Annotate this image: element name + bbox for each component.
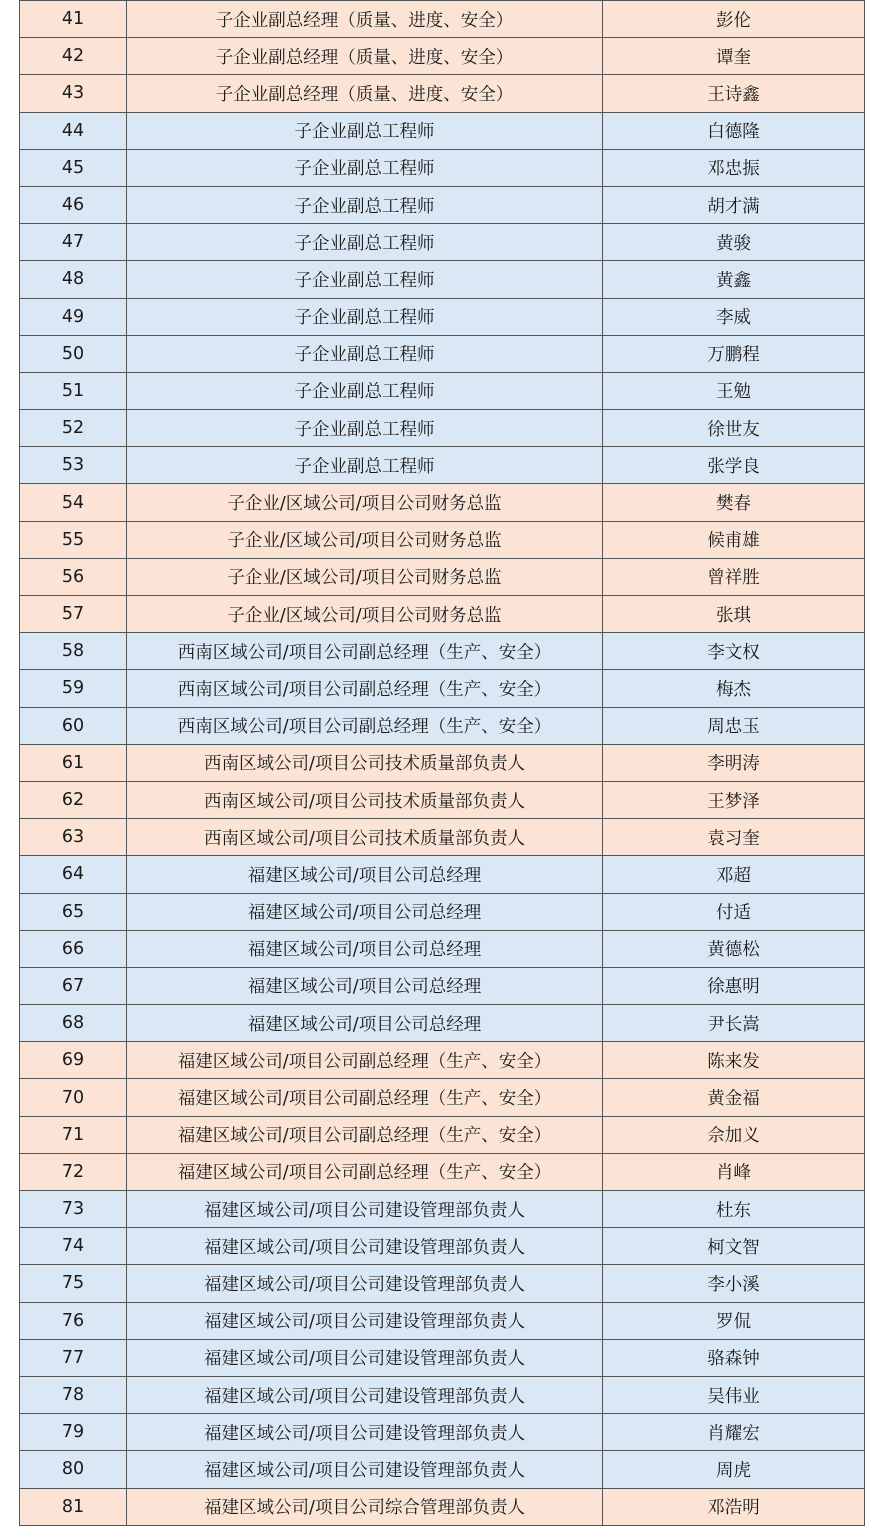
person-name-cell: 骆森钟 xyxy=(603,1339,865,1376)
table-row xyxy=(20,1414,865,1451)
person-name-cell: 王勉 xyxy=(603,372,865,409)
row-number-cell: 57 xyxy=(20,596,127,633)
table-row xyxy=(20,1302,865,1339)
person-name-cell: 李小溪 xyxy=(603,1265,865,1302)
person-name-cell: 王梦泽 xyxy=(603,781,865,818)
position-cell: 子企业副总工程师 xyxy=(127,261,603,298)
table-row xyxy=(20,596,865,633)
position-cell: 西南区域公司/项目公司技术质量部负责人 xyxy=(127,819,603,856)
position-cell: 子企业副总经理（质量、进度、安全） xyxy=(127,1,603,38)
row-number-cell: 77 xyxy=(20,1339,127,1376)
position-cell: 西南区域公司/项目公司副总经理（生产、安全） xyxy=(127,633,603,670)
table-row xyxy=(20,112,865,149)
position-cell: 子企业/区域公司/项目公司财务总监 xyxy=(127,558,603,595)
table-row xyxy=(20,75,865,112)
person-name-cell: 袁习奎 xyxy=(603,819,865,856)
table-row xyxy=(20,1116,865,1153)
row-number-cell: 74 xyxy=(20,1228,127,1265)
personnel-table xyxy=(19,0,865,1526)
position-cell: 福建区域公司/项目公司建设管理部负责人 xyxy=(127,1376,603,1413)
position-cell: 福建区域公司/项目公司总经理 xyxy=(127,893,603,930)
table-row xyxy=(20,670,865,707)
table-row xyxy=(20,1488,865,1525)
person-name-cell: 黄鑫 xyxy=(603,261,865,298)
person-name-cell: 邓超 xyxy=(603,856,865,893)
row-number-cell: 68 xyxy=(20,1005,127,1042)
person-name-cell: 候甫雄 xyxy=(603,521,865,558)
position-cell: 福建区域公司/项目公司副总经理（生产、安全） xyxy=(127,1116,603,1153)
row-number-cell: 54 xyxy=(20,484,127,521)
person-name-cell: 邓忠振 xyxy=(603,149,865,186)
table-row xyxy=(20,149,865,186)
person-name-cell: 胡才满 xyxy=(603,186,865,223)
row-number-cell: 64 xyxy=(20,856,127,893)
position-cell: 福建区域公司/项目公司总经理 xyxy=(127,930,603,967)
position-cell: 子企业副总工程师 xyxy=(127,447,603,484)
position-cell: 子企业副总工程师 xyxy=(127,298,603,335)
position-cell: 子企业/区域公司/项目公司财务总监 xyxy=(127,484,603,521)
position-cell: 子企业副总工程师 xyxy=(127,149,603,186)
table-row xyxy=(20,38,865,75)
table-row xyxy=(20,521,865,558)
row-number-cell: 58 xyxy=(20,633,127,670)
position-cell: 福建区域公司/项目公司建设管理部负责人 xyxy=(127,1339,603,1376)
table-row xyxy=(20,298,865,335)
person-name-cell: 曾祥胜 xyxy=(603,558,865,595)
position-cell: 子企业副总工程师 xyxy=(127,186,603,223)
position-cell: 福建区域公司/项目公司副总经理（生产、安全） xyxy=(127,1153,603,1190)
position-cell: 西南区域公司/项目公司副总经理（生产、安全） xyxy=(127,670,603,707)
table-row xyxy=(20,1191,865,1228)
row-number-cell: 53 xyxy=(20,447,127,484)
person-name-cell: 李明涛 xyxy=(603,744,865,781)
row-number-cell: 47 xyxy=(20,224,127,261)
position-cell: 福建区域公司/项目公司副总经理（生产、安全） xyxy=(127,1079,603,1116)
table-row xyxy=(20,224,865,261)
position-cell: 子企业副总工程师 xyxy=(127,335,603,372)
row-number-cell: 43 xyxy=(20,75,127,112)
person-name-cell: 张琪 xyxy=(603,596,865,633)
person-name-cell: 吴伟业 xyxy=(603,1376,865,1413)
person-name-cell: 肖峰 xyxy=(603,1153,865,1190)
table-row xyxy=(20,1339,865,1376)
row-number-cell: 48 xyxy=(20,261,127,298)
table-row xyxy=(20,744,865,781)
position-cell: 福建区域公司/项目公司副总经理（生产、安全） xyxy=(127,1042,603,1079)
person-name-cell: 李文权 xyxy=(603,633,865,670)
position-cell: 子企业副总工程师 xyxy=(127,224,603,261)
table-row xyxy=(20,1228,865,1265)
table-row xyxy=(20,1,865,38)
table-row xyxy=(20,930,865,967)
row-number-cell: 59 xyxy=(20,670,127,707)
row-number-cell: 51 xyxy=(20,372,127,409)
position-cell: 福建区域公司/项目公司建设管理部负责人 xyxy=(127,1228,603,1265)
person-name-cell: 樊春 xyxy=(603,484,865,521)
table-row xyxy=(20,1153,865,1190)
row-number-cell: 73 xyxy=(20,1191,127,1228)
row-number-cell: 81 xyxy=(20,1488,127,1525)
person-name-cell: 彭伦 xyxy=(603,1,865,38)
person-name-cell: 罗侃 xyxy=(603,1302,865,1339)
person-name-cell: 尹长嵩 xyxy=(603,1005,865,1042)
position-cell: 子企业/区域公司/项目公司财务总监 xyxy=(127,521,603,558)
table-row xyxy=(20,1079,865,1116)
row-number-cell: 52 xyxy=(20,410,127,447)
person-name-cell: 李威 xyxy=(603,298,865,335)
row-number-cell: 63 xyxy=(20,819,127,856)
position-cell: 子企业副总工程师 xyxy=(127,372,603,409)
table-row xyxy=(20,558,865,595)
position-cell: 福建区域公司/项目公司建设管理部负责人 xyxy=(127,1302,603,1339)
table-row xyxy=(20,410,865,447)
row-number-cell: 66 xyxy=(20,930,127,967)
row-number-cell: 56 xyxy=(20,558,127,595)
person-name-cell: 白德隆 xyxy=(603,112,865,149)
position-cell: 福建区域公司/项目公司总经理 xyxy=(127,1005,603,1042)
person-name-cell: 张学良 xyxy=(603,447,865,484)
person-name-cell: 王诗鑫 xyxy=(603,75,865,112)
person-name-cell: 周忠玉 xyxy=(603,707,865,744)
person-name-cell: 肖耀宏 xyxy=(603,1414,865,1451)
table-row xyxy=(20,372,865,409)
table-row xyxy=(20,707,865,744)
position-cell: 福建区域公司/项目公司建设管理部负责人 xyxy=(127,1414,603,1451)
person-name-cell: 黄德松 xyxy=(603,930,865,967)
person-name-cell: 徐世友 xyxy=(603,410,865,447)
table-row xyxy=(20,967,865,1004)
table-row xyxy=(20,893,865,930)
table-body xyxy=(20,1,865,1526)
person-name-cell: 梅杰 xyxy=(603,670,865,707)
table-row xyxy=(20,633,865,670)
position-cell: 西南区域公司/项目公司副总经理（生产、安全） xyxy=(127,707,603,744)
personnel-table-container xyxy=(19,0,864,1526)
row-number-cell: 75 xyxy=(20,1265,127,1302)
table-row xyxy=(20,1265,865,1302)
row-number-cell: 79 xyxy=(20,1414,127,1451)
person-name-cell: 柯文智 xyxy=(603,1228,865,1265)
person-name-cell: 付适 xyxy=(603,893,865,930)
row-number-cell: 44 xyxy=(20,112,127,149)
row-number-cell: 62 xyxy=(20,781,127,818)
table-row xyxy=(20,1005,865,1042)
position-cell: 西南区域公司/项目公司技术质量部负责人 xyxy=(127,781,603,818)
table-row xyxy=(20,781,865,818)
person-name-cell: 黄金福 xyxy=(603,1079,865,1116)
row-number-cell: 49 xyxy=(20,298,127,335)
row-number-cell: 61 xyxy=(20,744,127,781)
row-number-cell: 45 xyxy=(20,149,127,186)
row-number-cell: 71 xyxy=(20,1116,127,1153)
position-cell: 福建区域公司/项目公司总经理 xyxy=(127,967,603,1004)
table-row xyxy=(20,484,865,521)
position-cell: 福建区域公司/项目公司综合管理部负责人 xyxy=(127,1488,603,1525)
person-name-cell: 黄骏 xyxy=(603,224,865,261)
row-number-cell: 67 xyxy=(20,967,127,1004)
person-name-cell: 陈来发 xyxy=(603,1042,865,1079)
person-name-cell: 邓浩明 xyxy=(603,1488,865,1525)
row-number-cell: 42 xyxy=(20,38,127,75)
position-cell: 子企业/区域公司/项目公司财务总监 xyxy=(127,596,603,633)
position-cell: 子企业副总工程师 xyxy=(127,112,603,149)
position-cell: 福建区域公司/项目公司建设管理部负责人 xyxy=(127,1265,603,1302)
row-number-cell: 80 xyxy=(20,1451,127,1488)
person-name-cell: 佘加义 xyxy=(603,1116,865,1153)
row-number-cell: 78 xyxy=(20,1376,127,1413)
position-cell: 福建区域公司/项目公司建设管理部负责人 xyxy=(127,1191,603,1228)
table-row xyxy=(20,335,865,372)
table-row xyxy=(20,186,865,223)
row-number-cell: 69 xyxy=(20,1042,127,1079)
row-number-cell: 46 xyxy=(20,186,127,223)
table-row xyxy=(20,261,865,298)
position-cell: 子企业副总经理（质量、进度、安全） xyxy=(127,75,603,112)
row-number-cell: 41 xyxy=(20,1,127,38)
table-row xyxy=(20,1451,865,1488)
table-row xyxy=(20,1042,865,1079)
position-cell: 福建区域公司/项目公司总经理 xyxy=(127,856,603,893)
row-number-cell: 76 xyxy=(20,1302,127,1339)
row-number-cell: 70 xyxy=(20,1079,127,1116)
person-name-cell: 周虎 xyxy=(603,1451,865,1488)
person-name-cell: 谭奎 xyxy=(603,38,865,75)
position-cell: 子企业副总工程师 xyxy=(127,410,603,447)
person-name-cell: 万鹏程 xyxy=(603,335,865,372)
position-cell: 西南区域公司/项目公司技术质量部负责人 xyxy=(127,744,603,781)
row-number-cell: 72 xyxy=(20,1153,127,1190)
table-row xyxy=(20,856,865,893)
person-name-cell: 徐惠明 xyxy=(603,967,865,1004)
row-number-cell: 60 xyxy=(20,707,127,744)
row-number-cell: 50 xyxy=(20,335,127,372)
table-row xyxy=(20,819,865,856)
table-row xyxy=(20,1376,865,1413)
row-number-cell: 65 xyxy=(20,893,127,930)
table-row xyxy=(20,447,865,484)
person-name-cell: 杜东 xyxy=(603,1191,865,1228)
row-number-cell: 55 xyxy=(20,521,127,558)
position-cell: 福建区域公司/项目公司建设管理部负责人 xyxy=(127,1451,603,1488)
position-cell: 子企业副总经理（质量、进度、安全） xyxy=(127,38,603,75)
